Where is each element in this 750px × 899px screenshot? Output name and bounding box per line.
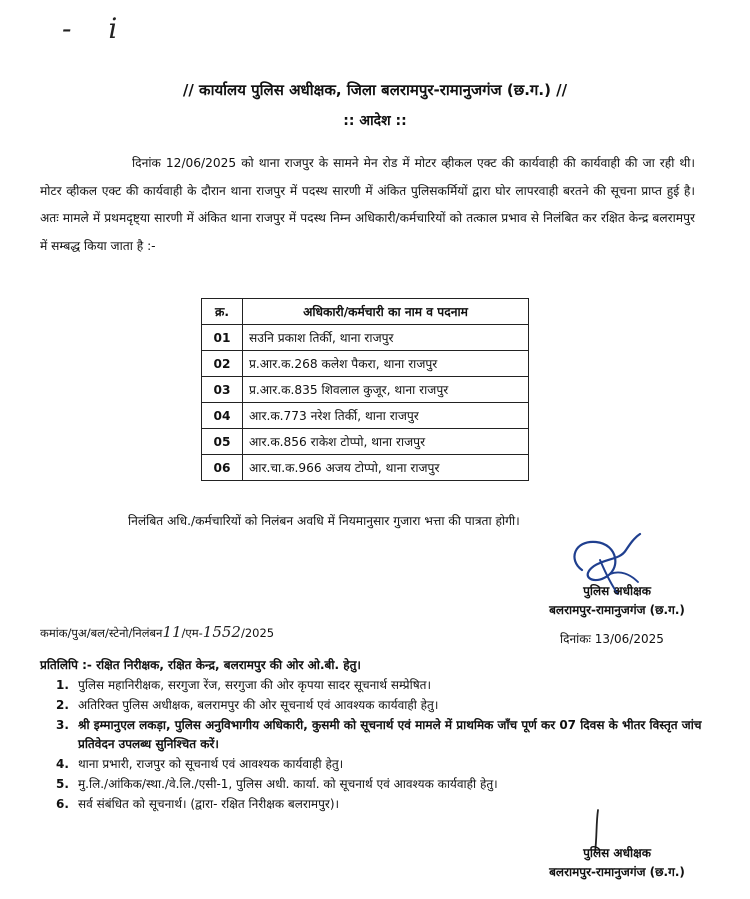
column-header-serial: क्र. xyxy=(202,299,243,325)
row-name: आर.क.773 नरेश तिर्की, थाना राजपुर xyxy=(243,403,529,429)
table-row xyxy=(202,325,529,351)
reference-mid: /एम- xyxy=(181,626,203,640)
table-row xyxy=(202,455,529,481)
list-item xyxy=(46,775,706,794)
list-item-number: 1. xyxy=(56,678,69,692)
list-item-text: थाना प्रभारी, राजपुर को सूचनार्थ एवं आवश्यक कार्यवाही हेतु। xyxy=(78,757,344,771)
list-item-number: 6. xyxy=(56,797,69,811)
list-item-text: श्री इम्मानुएल लकड़ा, पुलिस अनुविभागीय अधिकारी, कुसमी को सूचनार्थ एवं मामले में प्राथमिक जाँच पूर्ण कर 07 दिवस के भीतर विस्तृत जांच प्रतिवेदन उपलब्ध सुनिश्चित करें। xyxy=(78,718,702,751)
signatory-place: बलरामपुर-रामानुजगंज (छ.ग.) xyxy=(549,603,685,617)
list-item-text: सर्व संबंधित को सूचनार्थ। (द्वारा- रक्षित निरीक्षक बलरामपुर)। xyxy=(78,797,340,811)
list-item-text: मु.लि./आंकिक/स्था./वे.लि./एसी-1, पुलिस अधी. कार्या. को सूचनार्थ एवं आवश्यक कार्यवाही हेतु। xyxy=(78,777,498,791)
row-serial: 05 xyxy=(202,429,243,455)
column-header-name: अधिकारी/कर्मचारी का नाम व पदनाम xyxy=(243,299,529,325)
row-name: प्र.आर.क.268 कलेश पैकरा, थाना राजपुर xyxy=(243,351,529,377)
signatory-title: पुलिस अधीक्षक xyxy=(583,584,651,598)
list-item xyxy=(46,676,706,695)
order-title: :: आदेश :: xyxy=(343,113,407,129)
list-item-number: 3. xyxy=(56,718,69,732)
order-paragraph: दिनांक 12/06/2025 को थाना राजपुर के सामने मेन रोड में मोटर व्हीकल एक्ट की कार्यवाही की कार्यवाही की जा रही थी। मोटर व्हीकल एक्ट की कार्यवाही के दौरान थाना राजपुर में पदस्थ सारणी में अंकित पुलिसकर्मियों द्वारा घोर लापरवाही बरतने की सूचना प्राप्त हुई है। अतः मामले में प्रथमदृष्ट्या सारणी में अंकित थाना राजपुर में पदस्थ निम्न अधिकारी/कर्मचारियों को तत्काल प्रभाव से निलंबित कर रक्षित केन्द्र बलरामपुर में सम्बद्ध किया जाता है :- xyxy=(40,156,695,253)
list-item-number: 4. xyxy=(56,757,69,771)
row-serial: 01 xyxy=(202,325,243,351)
row-serial: 04 xyxy=(202,403,243,429)
signature-block-2 xyxy=(512,844,722,882)
signature-block-1 xyxy=(512,582,722,620)
table-row xyxy=(202,377,529,403)
row-serial: 02 xyxy=(202,351,243,377)
copy-recipient-list xyxy=(46,676,706,815)
row-serial: 03 xyxy=(202,377,243,403)
copy-to-line: प्रतिलिपि :- रक्षित निरीक्षक, रक्षित केन्द्र, बलरामपुर की ओर ओ.बी. हेतु। xyxy=(40,658,361,672)
list-item-number: 2. xyxy=(56,698,69,712)
table-row xyxy=(202,429,529,455)
list-item-text: अतिरिक्त पुलिस अधीक्षक, बलरामपुर की ओर सूचनार्थ एवं आवश्यक कार्यवाही हेतु। xyxy=(78,698,439,712)
row-name: आर.क.856 राकेश टोप्पो, थाना राजपुर xyxy=(243,429,529,455)
reference-handwritten-number: 11 xyxy=(162,623,182,641)
allowance-note: निलंबित अधि./कर्मचारियों को निलंबन अवधि में नियमानुसार गुजारा भत्ता की पात्रता होगी। xyxy=(128,514,520,528)
office-title: // कार्यालय पुलिस अधीक्षक, जिला बलरामपुर-रामानुजगंज (छ.ग.) // xyxy=(182,81,568,99)
reference-suffix: /2025 xyxy=(240,626,275,640)
list-item-text: पुलिस महानिरीक्षक, सरगुजा रेंज, सरगुजा की ओर कृपया सादर सूचनार्थ सम्प्रेषित। xyxy=(78,678,432,692)
reference-prefix: कमांक/पुअ/बल/स्टेनो/निलंबन xyxy=(40,626,163,640)
list-item xyxy=(46,696,706,715)
row-name: प्र.आर.क.835 शिवलाल कुजूर, थाना राजपुर xyxy=(243,377,529,403)
list-item xyxy=(46,755,706,774)
row-name: सउनि प्रकाश तिर्की, थाना राजपुर xyxy=(243,325,529,351)
suspended-staff-table xyxy=(201,298,529,481)
table-header-row xyxy=(202,299,529,325)
issue-date: दिनांकः 13/06/2025 xyxy=(560,632,664,646)
table-row xyxy=(202,403,529,429)
table-row xyxy=(202,351,529,377)
signatory-place: बलरामपुर-रामानुजगंज (छ.ग.) xyxy=(549,865,685,879)
list-item xyxy=(46,716,706,754)
corner-handwritten-mark: - i xyxy=(62,12,132,45)
reference-number xyxy=(40,623,274,641)
row-serial: 06 xyxy=(202,455,243,481)
list-item-number: 5. xyxy=(56,777,69,791)
reference-handwritten-dispatch: 1552 xyxy=(202,623,241,641)
row-name: आर.चा.क.966 अजय टोप्पो, थाना राजपुर xyxy=(243,455,529,481)
signatory-title: पुलिस अधीक्षक xyxy=(583,846,651,860)
